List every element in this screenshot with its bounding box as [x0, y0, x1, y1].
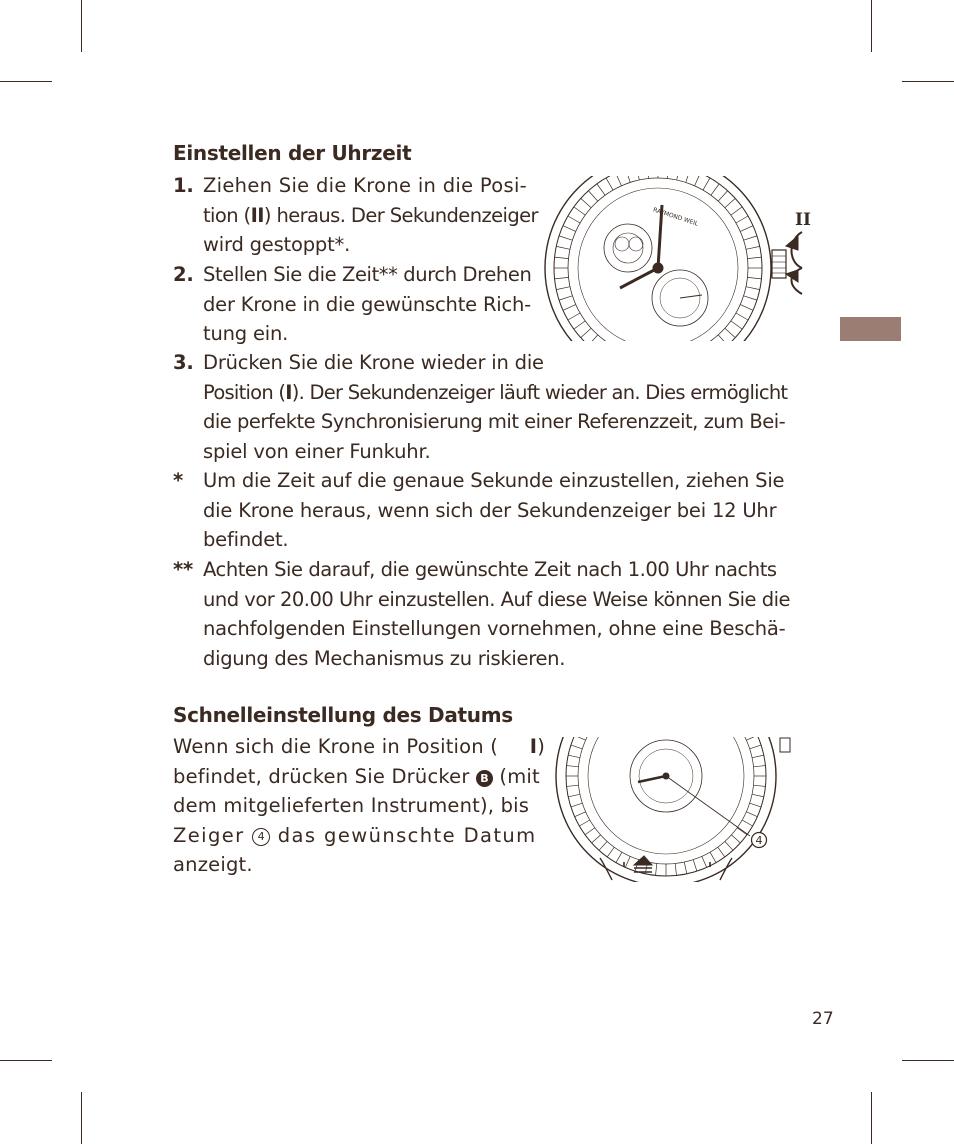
- dial-tick: [571, 745, 582, 749]
- text-line: wird gestoppt*.: [203, 233, 351, 257]
- dial-tick: [568, 313, 580, 320]
- dial-tick: [579, 820, 589, 826]
- dial-tick: [567, 785, 579, 786]
- crop-mark: [0, 81, 52, 82]
- crown-position-label: II: [795, 210, 811, 230]
- text-line: tung ein.: [203, 322, 289, 346]
- crop-mark: [902, 1060, 954, 1061]
- dial-tick: [647, 170, 648, 178]
- crop-mark: [81, 1092, 82, 1144]
- dial-tick: [597, 184, 605, 195]
- dial-tick: [684, 862, 686, 874]
- dial-tick: [725, 198, 735, 207]
- section-tab-marker: [840, 317, 901, 341]
- dial-tick: [675, 864, 676, 876]
- crop-mark: [0, 1060, 52, 1061]
- date-instructions: [173, 732, 545, 880]
- dial-tick: [585, 828, 595, 835]
- crop-mark: [902, 81, 954, 82]
- text-line: Achten Sie darauf, die gewünschte Zeit nach 1.00 Uhr nachts: [203, 558, 777, 581]
- dial-tick: [568, 755, 580, 757]
- dial-tick: [607, 847, 614, 857]
- text-line: Wenn sich die Krone in Position ( I): [173, 735, 545, 758]
- dial-tick: [574, 321, 585, 329]
- dial-tick: [754, 785, 766, 786]
- crop-mark: [81, 0, 82, 52]
- text-line: anzeigt.: [173, 853, 253, 877]
- dial-tick: [744, 296, 757, 300]
- crop-mark: [871, 1092, 872, 1144]
- dial-tick: [597, 341, 605, 345]
- dial-tick: [556, 246, 570, 249]
- text-line: Zeiger 4 das gewünschte Datum: [173, 823, 537, 847]
- pusher-b-icon: B: [476, 770, 493, 787]
- dial-tick: [711, 184, 719, 195]
- dial-tick: [725, 328, 735, 337]
- dial-tick: [748, 277, 762, 278]
- dial-tick: [740, 226, 753, 232]
- dial-tick: [667, 170, 668, 178]
- text-line: Ziehen Sie die Krone in die Posi-: [203, 174, 528, 197]
- text-line: und vor 20.00 Uhr einzustellen. Auf diese Weise können Sie die: [203, 587, 791, 611]
- dial-tick: [686, 170, 690, 182]
- dial-tick: [731, 207, 742, 215]
- dial-tick: [656, 864, 657, 876]
- text-line: Um die Zeit auf die genaue Sekunde einzustellen, ziehen Sie: [203, 469, 785, 492]
- dial-tick: [731, 321, 742, 329]
- dial-tick: [571, 803, 582, 807]
- section-heading-date: Schnelleinstellung des Datums: [173, 703, 513, 727]
- dial-tick: [693, 860, 697, 871]
- dial-tick: [575, 812, 586, 817]
- watch-crown-illustration: [540, 170, 820, 345]
- text-line: befindet.: [203, 528, 289, 552]
- brand-text: RAYMOND WEIL: [652, 206, 699, 228]
- text-line: dem mitgelieferten Instrument), bis: [173, 794, 530, 818]
- dial-tick: [703, 178, 710, 190]
- dial-tick: [599, 841, 607, 850]
- dial-tick: [625, 856, 630, 867]
- dial-tick: [725, 841, 733, 850]
- dial-tick: [750, 745, 761, 749]
- dial-tick: [581, 328, 591, 337]
- dial-tick: [752, 794, 764, 796]
- dial-tick: [563, 305, 576, 311]
- dial-tick: [567, 766, 579, 767]
- dial-tick: [677, 170, 680, 180]
- dial-tick: [636, 170, 639, 180]
- dial-tick: [746, 812, 757, 817]
- dial-tick: [559, 296, 572, 300]
- dial-tick: [555, 277, 569, 278]
- footnote-marker: *: [173, 469, 183, 492]
- text-line: Stellen Sie die Zeit** durch Drehen: [203, 263, 532, 286]
- text-line: digung des Mechanismus zu riskieren.: [203, 646, 566, 670]
- dial-tick: [626, 170, 630, 182]
- dial-tick: [563, 226, 576, 232]
- hand-4-label: 4: [755, 834, 763, 847]
- dial-tick: [616, 852, 622, 862]
- text-line: nachfolgenden Einstellungen vornehmen, ohne eine Beschä-: [203, 617, 786, 641]
- dial-tick: [718, 847, 725, 857]
- dial-tick: [746, 246, 760, 249]
- dial-tick: [574, 207, 585, 215]
- dial-tick: [731, 835, 740, 843]
- dial-tick: [736, 216, 748, 223]
- section-heading-time: Einstellen der Uhrzeit: [173, 141, 412, 165]
- text-line: Position (I). Der Sekundenzeiger läuft wieder an. Dies ermöglicht: [203, 380, 788, 404]
- dial-tick: [718, 191, 727, 201]
- dial-tick: [748, 257, 762, 258]
- footnote-marker: **: [173, 558, 193, 581]
- dial-tick: [711, 341, 719, 345]
- dial-tick: [575, 735, 586, 740]
- step-number: 1.: [173, 174, 194, 197]
- page-number: 27: [812, 1009, 834, 1029]
- text-line: der Krone in die gewünschte Rich-: [203, 292, 532, 316]
- text-line: Drücken Sie die Krone wieder in die: [203, 351, 544, 374]
- dial-tick: [559, 236, 572, 240]
- dial-tick: [695, 173, 701, 186]
- dial-tick: [592, 835, 601, 843]
- dial-tick: [736, 313, 748, 320]
- watch-date-illustration: [552, 732, 802, 882]
- dial-tick: [556, 287, 570, 290]
- dial-tick: [746, 287, 760, 290]
- dial-tick: [606, 178, 613, 190]
- text-line: die Krone heraus, wenn sich der Sekundenzeiger bei 12 Uhr: [203, 498, 777, 522]
- dial-tick: [568, 216, 580, 223]
- hand-4-icon: 4: [252, 828, 270, 846]
- dial-tick: [750, 803, 761, 807]
- dial-tick: [746, 735, 757, 740]
- dial-tick: [568, 794, 580, 796]
- dial-tick: [742, 820, 752, 826]
- dial-tick: [752, 755, 764, 757]
- dial-tick: [754, 766, 766, 767]
- dial-tick: [702, 856, 707, 867]
- dial-tick: [588, 191, 597, 201]
- step-number: 2.: [173, 263, 194, 286]
- dial-tick: [616, 173, 622, 186]
- dial-tick: [588, 335, 597, 345]
- dial-tick: [718, 335, 727, 345]
- text-line: die perfekte Synchronisierung mit einer Referenzzeit, zum Bei-: [203, 410, 786, 434]
- dial-tick: [744, 236, 757, 240]
- dial-tick: [710, 852, 716, 862]
- dial-tick: [555, 257, 569, 258]
- step-number: 3.: [173, 351, 194, 374]
- dial-tick: [740, 305, 753, 311]
- dial-tick: [581, 198, 591, 207]
- text-line: tion (II) heraus. Der Sekundenzeiger: [203, 203, 538, 227]
- crop-mark: [871, 0, 872, 52]
- dial-tick: [737, 828, 747, 835]
- text-line: spiel von einer Funkuhr.: [203, 439, 431, 463]
- text-line: befindet, drücken Sie Drücker B (mit: [173, 764, 540, 788]
